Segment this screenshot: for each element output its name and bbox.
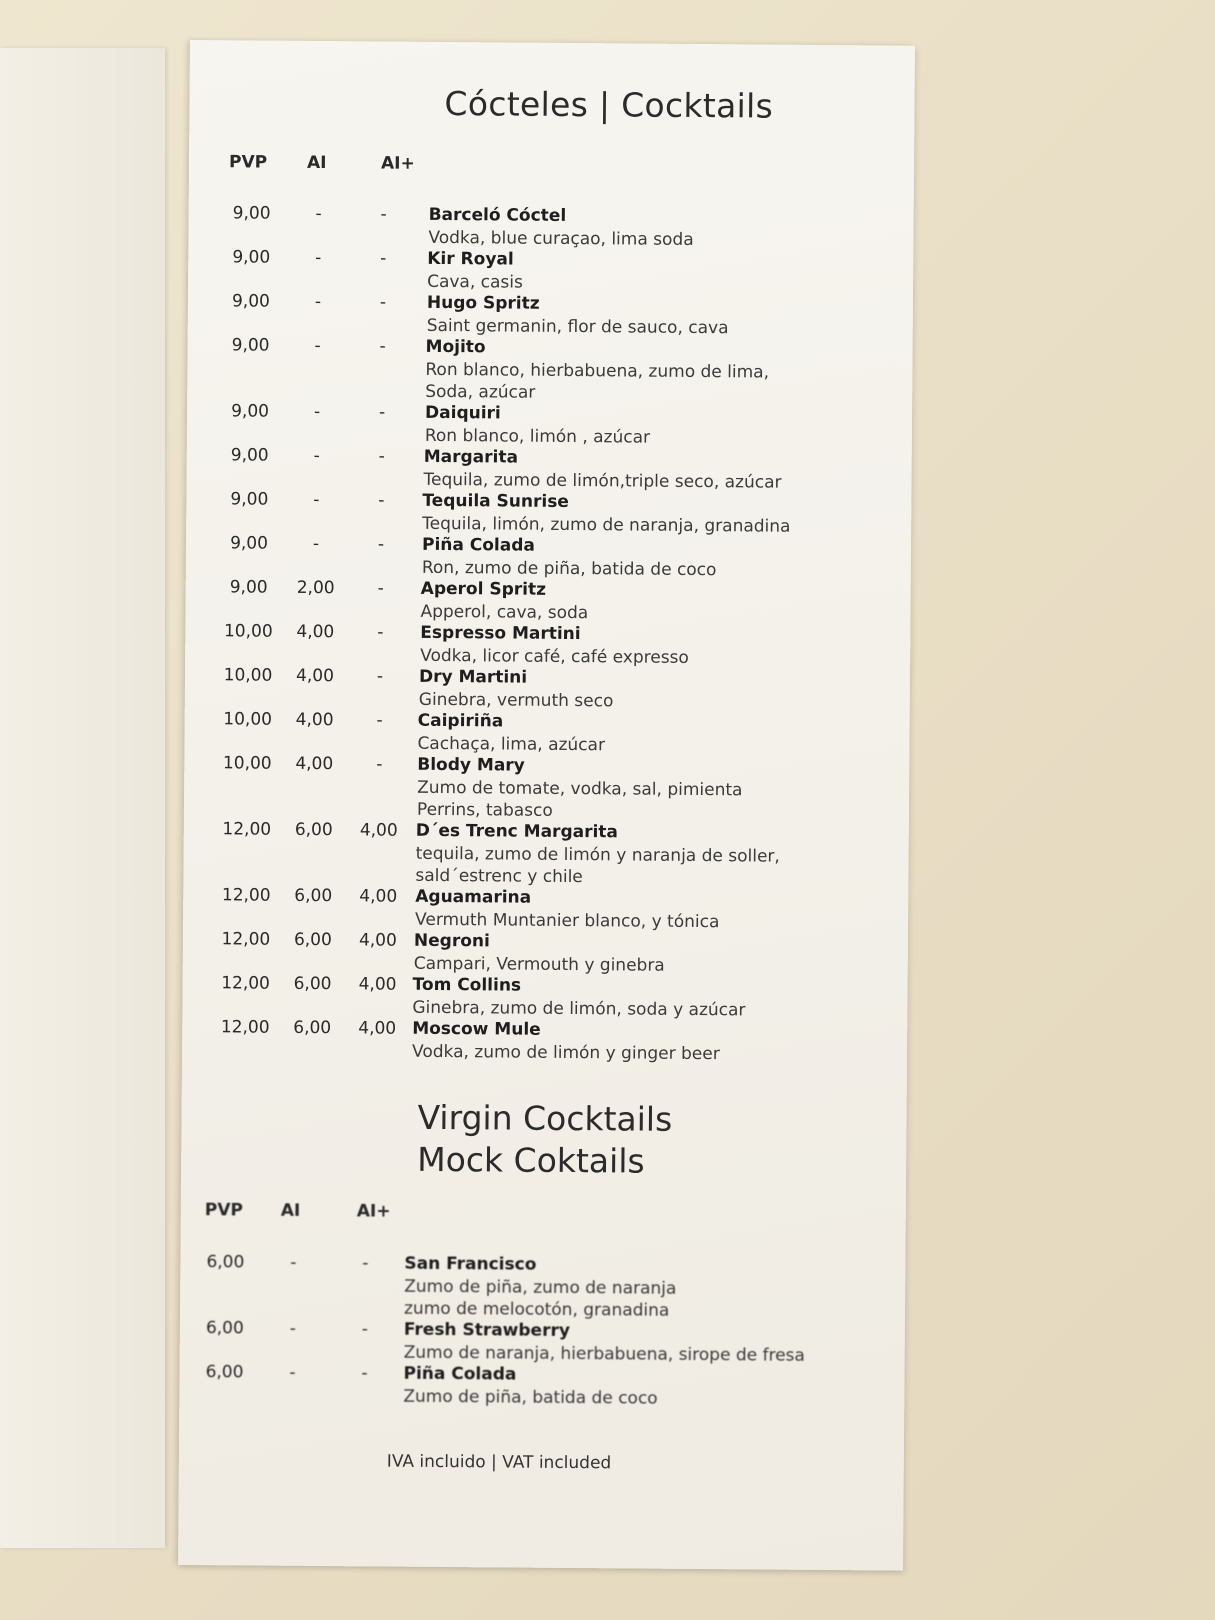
header-ai: AI bbox=[306, 152, 327, 174]
item-description: Campari, Vermouth y ginebra bbox=[413, 953, 665, 976]
price-ai-plus: - bbox=[379, 292, 387, 313]
item-description: Cachaça, lima, azúcar bbox=[417, 733, 606, 756]
menu-item bbox=[188, 291, 888, 339]
item-description: tequila, zumo de limón y naranja de soller, bbox=[415, 843, 780, 867]
price-ai-plus: 4,00 bbox=[359, 820, 398, 841]
price-pvp: 6,00 bbox=[206, 1252, 245, 1273]
menu-page bbox=[178, 40, 915, 1571]
mock-cocktails-title: Mock Coktails bbox=[417, 1139, 645, 1181]
price-ai-plus: - bbox=[377, 534, 385, 555]
price-ai-plus: - bbox=[380, 204, 387, 225]
price-ai-plus: - bbox=[361, 1319, 369, 1340]
header-pvp: PVP bbox=[228, 152, 268, 173]
price-ai: - bbox=[313, 445, 320, 467]
virgin-header-ai-plus: AI+ bbox=[356, 1201, 391, 1222]
item-description: Zumo de naranja, hierbabuena, sirope de fresa bbox=[403, 1342, 805, 1366]
price-ai: 4,00 bbox=[296, 621, 335, 643]
price-pvp: 9,00 bbox=[231, 401, 270, 422]
price-ai: - bbox=[315, 247, 322, 269]
price-pvp: 12,00 bbox=[220, 1017, 270, 1038]
price-pvp: 6,00 bbox=[205, 1362, 244, 1383]
item-name: Daiquiri bbox=[425, 402, 501, 424]
price-pvp: 12,00 bbox=[222, 819, 272, 840]
vat-note: IVA incluido | VAT included bbox=[386, 1451, 612, 1474]
item-name: Negroni bbox=[413, 930, 490, 952]
price-ai: 4,00 bbox=[295, 665, 335, 687]
price-ai-plus: - bbox=[378, 402, 386, 423]
virgin-header-ai: AI bbox=[280, 1200, 301, 1221]
price-ai: 4,00 bbox=[295, 753, 334, 775]
price-ai: 6,00 bbox=[294, 885, 333, 907]
item-description: Tequila, zumo de limón,triple seco, azúcar bbox=[423, 469, 782, 493]
price-ai-plus: 4,00 bbox=[358, 1018, 397, 1039]
price-ai-plus: - bbox=[377, 622, 384, 643]
price-pvp: 9,00 bbox=[232, 247, 271, 268]
price-ai: 6,00 bbox=[293, 929, 332, 951]
price-ai: - bbox=[289, 1362, 296, 1383]
item-description: Vodka, zumo de limón y ginger beer bbox=[411, 1041, 720, 1065]
price-ai-plus: - bbox=[376, 666, 384, 687]
item-name: Kir Royal bbox=[427, 248, 514, 270]
item-description: Vodka, blue curaçao, lima soda bbox=[428, 227, 694, 250]
item-description: Tequila, limón, zumo de naranja, granadina bbox=[422, 513, 791, 537]
item-name: D´es Trenc Margarita bbox=[415, 820, 619, 843]
header-ai-plus: AI+ bbox=[380, 153, 415, 174]
item-description: Saint germanin, flor de sauco, cava bbox=[426, 315, 729, 339]
price-ai: 2,00 bbox=[296, 577, 335, 599]
item-description: Ron blanco, limón , azúcar bbox=[424, 425, 651, 448]
price-pvp: 10,00 bbox=[222, 753, 272, 774]
item-description: Zumo de piña, zumo de naranja bbox=[404, 1276, 677, 1299]
item-description: zumo de melocotón, granadina bbox=[403, 1298, 670, 1321]
virgin-header-pvp: PVP bbox=[204, 1200, 243, 1221]
menu-item bbox=[187, 401, 887, 448]
item-description: Vodka, licor café, café expresso bbox=[420, 645, 689, 668]
price-ai-plus: - bbox=[378, 446, 385, 467]
price-ai-plus: 4,00 bbox=[359, 886, 398, 907]
item-name: Tequila Sunrise bbox=[422, 490, 569, 512]
item-name: Aguamarina bbox=[415, 886, 532, 908]
price-ai: - bbox=[313, 401, 321, 423]
item-name: Fresh Strawberry bbox=[403, 1319, 571, 1342]
item-name: San Francisco bbox=[404, 1253, 537, 1275]
item-name: Margarita bbox=[423, 446, 519, 468]
item-description: Cava, casis bbox=[427, 271, 523, 293]
item-description: Ron blanco, hierbabuena, zumo de lima, bbox=[425, 359, 770, 383]
price-ai-plus: 4,00 bbox=[358, 930, 397, 951]
item-name: Espresso Martini bbox=[420, 622, 581, 645]
item-name: Mojito bbox=[425, 336, 486, 358]
price-pvp: 9,00 bbox=[230, 489, 269, 510]
item-description: Soda, azúcar bbox=[425, 381, 536, 403]
price-ai: 6,00 bbox=[293, 973, 332, 995]
price-ai-plus: - bbox=[376, 710, 383, 731]
price-pvp: 12,00 bbox=[221, 929, 271, 950]
price-ai: - bbox=[315, 203, 322, 225]
price-ai-plus: - bbox=[377, 578, 384, 599]
menu-item bbox=[189, 203, 889, 250]
item-description: sald´estrenc y chile bbox=[415, 865, 583, 888]
item-name: Blody Mary bbox=[417, 754, 525, 776]
virgin-cocktails-title: Virgin Cocktails bbox=[417, 1097, 673, 1139]
price-ai-plus: - bbox=[361, 1363, 368, 1384]
price-ai: - bbox=[314, 335, 321, 357]
price-pvp: 12,00 bbox=[221, 885, 271, 906]
item-name: Caipiriña bbox=[417, 710, 504, 732]
price-ai: - bbox=[314, 291, 322, 313]
price-ai-plus: - bbox=[378, 490, 385, 511]
price-ai-plus: - bbox=[362, 1253, 369, 1274]
price-pvp: 10,00 bbox=[223, 621, 273, 642]
menu-item bbox=[180, 1252, 880, 1321]
price-ai-plus: - bbox=[379, 336, 386, 357]
price-ai: 6,00 bbox=[293, 1017, 332, 1039]
item-name: Hugo Spritz bbox=[426, 292, 540, 314]
price-pvp: 9,00 bbox=[229, 577, 268, 598]
price-ai-plus: - bbox=[380, 248, 387, 269]
item-description: Apperol, cava, soda bbox=[420, 601, 589, 624]
price-ai: 6,00 bbox=[294, 819, 333, 841]
item-description: Perrins, tabasco bbox=[416, 799, 553, 821]
price-pvp: 9,00 bbox=[230, 445, 269, 466]
price-pvp: 9,00 bbox=[231, 291, 270, 312]
cocktails-title: Cócteles | Cocktails bbox=[444, 84, 774, 126]
item-name: Barceló Cóctel bbox=[428, 204, 567, 226]
price-ai-plus: 4,00 bbox=[358, 974, 397, 995]
item-name: Aperol Spritz bbox=[420, 578, 547, 600]
item-name: Tom Collins bbox=[412, 974, 522, 996]
price-pvp: 10,00 bbox=[223, 709, 273, 730]
price-ai: 4,00 bbox=[295, 709, 334, 731]
price-ai-plus: - bbox=[376, 754, 383, 775]
price-ai: - bbox=[313, 489, 320, 511]
item-name: Piña Colada bbox=[421, 534, 535, 556]
item-description: Ron, zumo de piña, batida de coco bbox=[421, 557, 717, 581]
price-pvp: 12,00 bbox=[221, 973, 270, 994]
item-name: Moscow Mule bbox=[412, 1018, 541, 1040]
item-description: Ginebra, vermuth seco bbox=[418, 689, 614, 712]
price-pvp: 9,00 bbox=[231, 335, 270, 356]
item-name: Piña Colada bbox=[403, 1363, 517, 1385]
background-menu-page bbox=[0, 48, 165, 1548]
price-pvp: 9,00 bbox=[230, 533, 269, 554]
item-description: Zumo de piña, batida de coco bbox=[403, 1386, 658, 1409]
item-description: Vermuth Muntanier blanco, y tónica bbox=[415, 909, 720, 933]
item-description: Zumo de tomate, vodka, sal, pimienta bbox=[417, 777, 743, 801]
price-pvp: 6,00 bbox=[205, 1318, 244, 1339]
price-pvp: 9,00 bbox=[232, 203, 271, 224]
price-pvp: 10,00 bbox=[223, 665, 273, 686]
item-description: Ginebra, zumo de limón, soda y azúcar bbox=[412, 997, 746, 1021]
price-ai: - bbox=[312, 533, 320, 555]
price-ai: - bbox=[289, 1318, 297, 1339]
item-name: Dry Martini bbox=[418, 666, 528, 688]
price-ai: - bbox=[290, 1252, 297, 1273]
